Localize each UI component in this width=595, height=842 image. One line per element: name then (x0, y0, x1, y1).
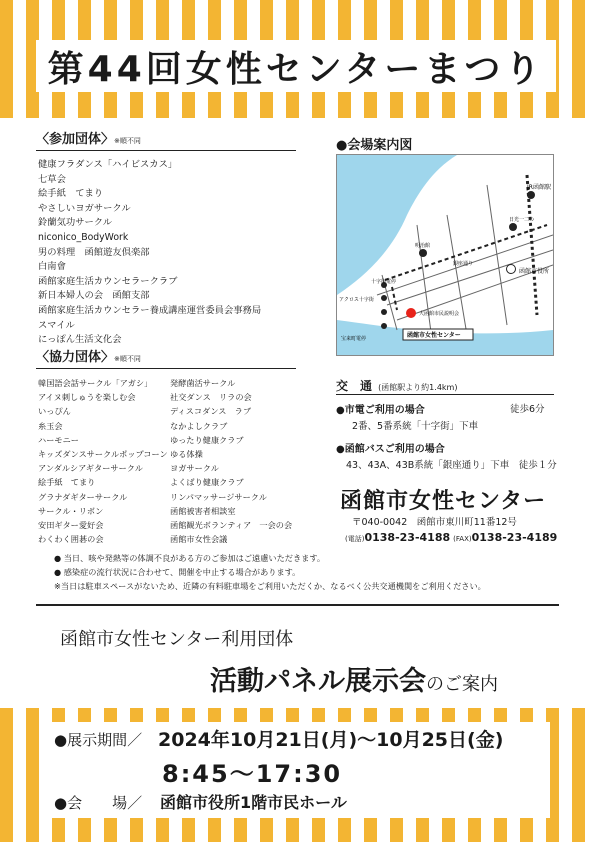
access-heading (336, 377, 457, 394)
label-horaicho: 宝来町電停 (341, 336, 367, 342)
access-rule (336, 394, 554, 395)
cooperating-item: グラナダギターサークル (38, 491, 128, 502)
participants-heading-text: 〈参加団体〉 (36, 132, 115, 147)
title-box (36, 40, 556, 92)
participant-item: 七草会 (38, 173, 66, 185)
cooperating-item: リンパマッサージサークル (170, 491, 267, 502)
participant-item: 男の料理 函館遊友倶楽部 (38, 246, 150, 258)
cooperating-item: 韓国語会話サークル「アガシ」 (38, 378, 153, 388)
access-heading-text: 交 通 (336, 379, 373, 393)
participant-item: 絵手紙 てまり (38, 188, 104, 200)
label-marker: 大函館市民説明会 (419, 311, 460, 317)
cooperating-item: 社交ダンス リラの会 (170, 392, 252, 403)
participant-item: 白南會 (38, 261, 66, 273)
cooperating-item: なかよしクラブ (170, 420, 228, 431)
label-center: 函館市女性センター (407, 332, 461, 339)
cooperating-item: 発酵菌活サークル (170, 378, 236, 388)
cooperating-item: 函館観光ボランティア 一会の会 (170, 520, 293, 531)
map-dot (381, 323, 387, 329)
map-dot (527, 191, 535, 199)
cooperating-item: 函館市女性会議 (170, 534, 228, 545)
intro-title: 活動パネル展示会 (210, 666, 426, 697)
cooperating-item: よくばり健康クラブ (170, 477, 244, 488)
venue-value: 函館市役所1階市民ホール (160, 793, 347, 812)
tel-label: (電話) (345, 535, 365, 543)
cooperating-item: 糸玉会 (38, 420, 63, 431)
cooperating-item: ヨガサークル (170, 463, 219, 474)
map-road (447, 215, 467, 335)
participant-item: 健康フラダンス「ハイビスカス」 (38, 159, 178, 170)
period-label: ●展示期間／ (54, 731, 143, 749)
venue-marker (406, 308, 416, 318)
cooperating-item: ゆったり健康クラブ (170, 434, 244, 445)
participant-item: niconico_BodyWork (38, 231, 129, 243)
map-dot-cityhall (507, 265, 516, 274)
map-svg (337, 155, 553, 355)
cooperating-note: ※順不同 (114, 355, 141, 363)
map-dot (419, 249, 427, 257)
cooperating-item: ディスコダンス ラブ (170, 406, 252, 417)
section-divider (36, 604, 559, 606)
label-meiji: 明治館 (415, 243, 431, 249)
map-dot (381, 295, 387, 301)
label-aquros: アクロス十字街 (339, 297, 374, 303)
participants-list (38, 158, 261, 348)
fax-number: 0138-23-4189 (471, 531, 558, 544)
notes-list (54, 551, 486, 593)
cooperating-item: アイヌ刺しゅうを楽しむ会 (38, 392, 136, 403)
label-ginza: 銀座通り (453, 261, 474, 267)
page-title: 第44回女性センターまつり (47, 48, 545, 90)
tel-number: 0138-23-4188 (364, 531, 451, 544)
cooperating-item: 絵手紙 てまり (38, 477, 96, 488)
venue-map (336, 154, 554, 356)
bus-heading: ●函館バスご利用の場合 (336, 444, 445, 455)
cooperating-heading (36, 346, 141, 365)
center-name: 函館市女性センター (340, 489, 547, 514)
cooperating-list-col2 (170, 376, 292, 546)
label-jujigai: 十字街電停 (371, 279, 397, 285)
cooperating-rule (36, 368, 296, 369)
period-value: 2024年10月21日(月)～10月25日(金) (158, 729, 504, 751)
participants-rule (36, 150, 296, 151)
tram-detail: 2番、5番系統「十字街」下車 (352, 421, 479, 432)
cooperating-item: ハーモニー (38, 434, 79, 445)
label-hakodate-office: 函館市役所 (519, 268, 550, 275)
participant-item: 函館家庭生活カウンセラークラブ (38, 275, 178, 287)
participant-item: 函館家庭生活カウンセラー養成講座運営委員会事務局 (38, 304, 262, 316)
cooperating-item: 安田ギター愛好会 (38, 520, 104, 531)
participant-item: 鈴蘭気功サークル (38, 217, 113, 229)
center-contact (345, 531, 557, 544)
cooperating-heading-text: 〈協力団体〉 (36, 350, 115, 365)
cooperating-item: キッズダンスサークルポップコーン (38, 449, 168, 460)
map-road (387, 250, 553, 305)
access-sub: (函館駅より約1.4km) (378, 383, 458, 392)
note-item: ● 当日、咳や発熱等の体調不良がある方のご参加はご遠慮いただきます。 (54, 553, 326, 563)
participant-item: にっぽん生活文化会 (38, 334, 122, 346)
map-heading-text: ●会場案内図 (336, 138, 413, 153)
participant-item: 新日本婦人の会 函館支部 (38, 290, 150, 302)
map-road (487, 185, 507, 325)
map-tramline (392, 287, 397, 310)
cooperating-list-col1 (38, 376, 168, 546)
venue-label: ●会 場／ (54, 794, 143, 812)
cooperating-item: いっぴん (38, 406, 71, 417)
participants-note: ※順不同 (114, 137, 141, 145)
intro-line2 (210, 659, 498, 698)
cooperating-item: 函館被害者相談室 (170, 505, 236, 516)
label-nikko: 日光一二の (509, 217, 535, 223)
tram-heading: ●市電ご利用の場合 (336, 405, 425, 416)
fax-label: (FAX) (453, 535, 472, 543)
map-dot (509, 223, 517, 231)
note-item: ● 感染症の流行状況に合わせて、開催を中止する場合があります。 (54, 567, 301, 577)
cooperating-item: ゆる体操 (170, 449, 203, 460)
bus-detail: 43、43A、43B系統「銀座通り」下車 徒歩１分 (346, 460, 557, 471)
map-heading (336, 134, 412, 153)
cooperating-item: アンダルシアギターサークル (38, 463, 143, 474)
event-box (50, 722, 550, 818)
tram-walk: 徒歩6分 (510, 404, 545, 415)
note-item: ※当日は駐車スペースがないため、近隣の有料駐車場をご利用いただくか、なるべく公共交通機関をご利用ください。 (54, 581, 486, 591)
intro-suffix: のご案内 (426, 674, 498, 695)
map-dot (381, 309, 387, 315)
intro-line1: 函館市女性センター利用団体 (60, 629, 294, 650)
participants-heading (36, 128, 141, 147)
participant-item: やさしいヨガサークル (38, 202, 131, 214)
cooperating-item: サークル・リボン (38, 505, 104, 516)
participant-item: スマイル (38, 319, 75, 331)
cooperating-item: わくわく囲碁の会 (38, 534, 104, 545)
label-jr-station: JR函館駅 (527, 184, 551, 191)
event-time: 8:45～17:30 (162, 760, 343, 788)
center-address: 〒040-0042 函館市東川町11番12号 (352, 517, 517, 528)
